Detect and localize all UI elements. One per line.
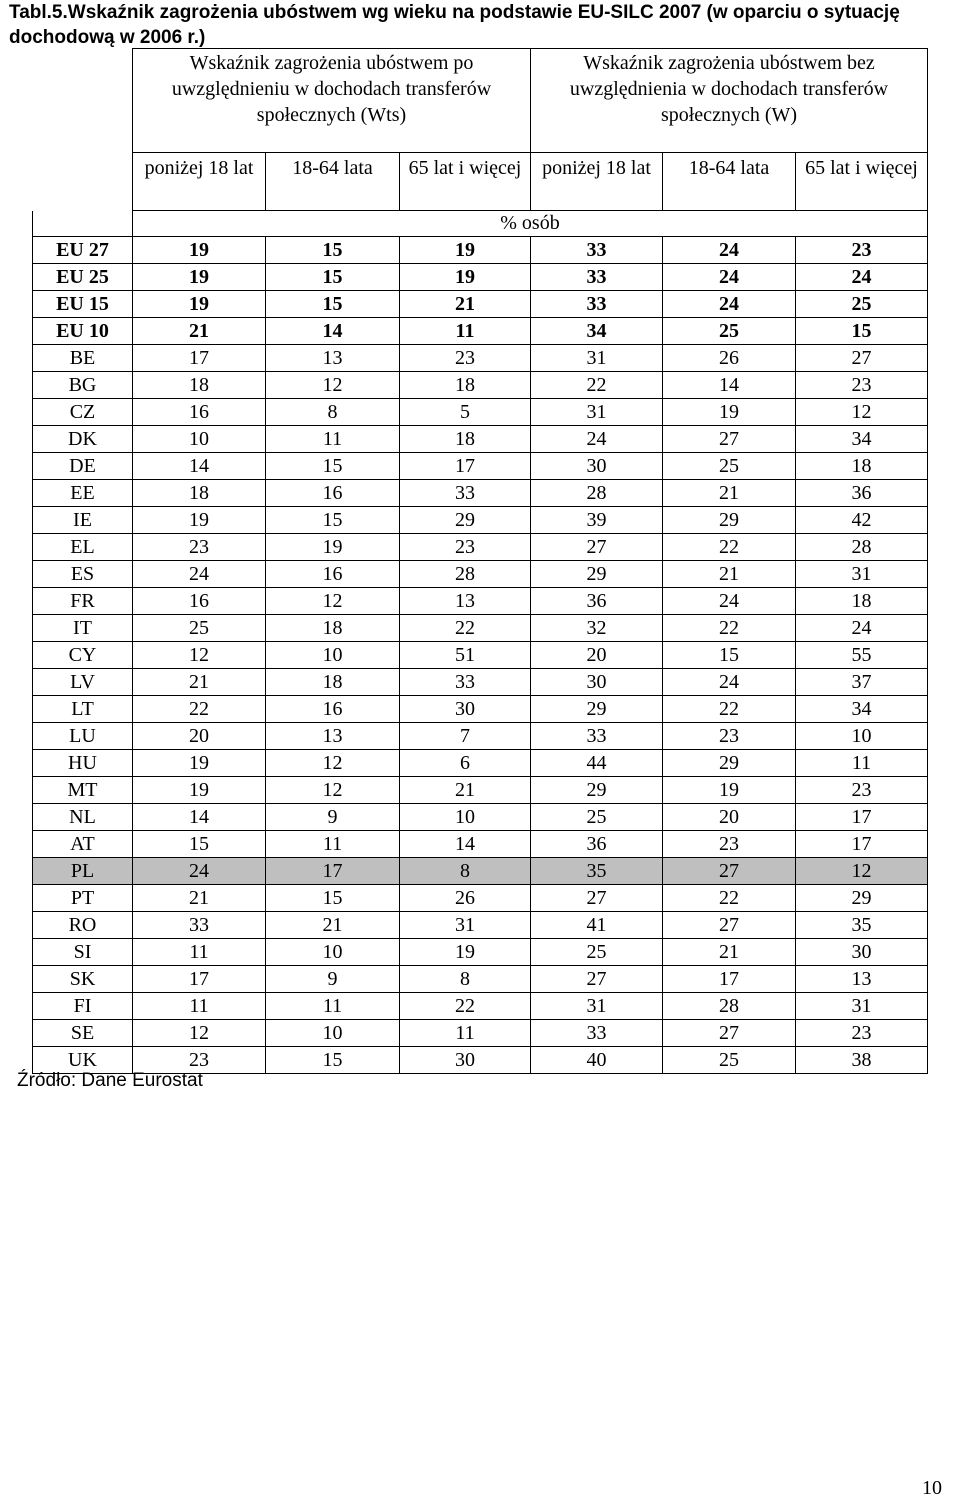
table-row [33, 507, 928, 534]
table-row [33, 264, 928, 291]
table-cell: 9 [266, 966, 400, 993]
table-row [33, 858, 928, 885]
table-cell: 26 [400, 885, 531, 912]
table-row [33, 237, 928, 264]
table-cell: 19 [133, 777, 266, 804]
table-cell: 27 [531, 966, 663, 993]
table-cell: 29 [400, 507, 531, 534]
unit-label: % osób [133, 211, 928, 237]
table-cell: 28 [531, 480, 663, 507]
table-cell: 14 [663, 372, 796, 399]
table-cell: 23 [133, 534, 266, 561]
table-cell: 11 [796, 750, 928, 777]
table-row [33, 885, 928, 912]
table-cell: 21 [266, 912, 400, 939]
table-cell: 5 [400, 399, 531, 426]
table-cell: 18 [266, 669, 400, 696]
row-label: HU [33, 750, 133, 777]
table-cell: 15 [133, 831, 266, 858]
table-cell: 17 [400, 453, 531, 480]
table-cell: 21 [133, 669, 266, 696]
table-cell: 15 [796, 318, 928, 345]
row-label: EU 27 [33, 237, 133, 264]
table-cell: 14 [133, 453, 266, 480]
row-label: RO [33, 912, 133, 939]
table-cell: 24 [663, 264, 796, 291]
table-cell: 21 [663, 561, 796, 588]
table-cell: 15 [663, 642, 796, 669]
table-cell: 21 [663, 480, 796, 507]
row-label: IE [33, 507, 133, 534]
table-cell: 21 [663, 939, 796, 966]
table-row [33, 453, 928, 480]
table-cell: 27 [796, 345, 928, 372]
row-label: EE [33, 480, 133, 507]
table-cell: 37 [796, 669, 928, 696]
table-cell: 18 [400, 426, 531, 453]
table-cell: 42 [796, 507, 928, 534]
column-header: poniżej 18 lat [133, 153, 266, 211]
row-label: CZ [33, 399, 133, 426]
row-label: FR [33, 588, 133, 615]
table-cell: 19 [133, 507, 266, 534]
table-row [33, 966, 928, 993]
table-cell: 27 [531, 534, 663, 561]
table-cell: 6 [400, 750, 531, 777]
table-row [33, 696, 928, 723]
table-cell: 17 [796, 804, 928, 831]
table-cell: 19 [663, 399, 796, 426]
table-cell: 18 [796, 588, 928, 615]
table-cell: 18 [400, 372, 531, 399]
table-cell: 16 [133, 399, 266, 426]
table-cell: 10 [266, 1020, 400, 1047]
table-cell: 8 [266, 399, 400, 426]
table-cell: 29 [663, 750, 796, 777]
table-cell: 33 [400, 669, 531, 696]
table-cell: 33 [531, 264, 663, 291]
table-row [33, 561, 928, 588]
row-label: PT [33, 885, 133, 912]
column-header: 18-64 lata [663, 153, 796, 211]
table-cell: 23 [133, 1047, 266, 1074]
table-cell: 36 [531, 831, 663, 858]
table-cell: 16 [266, 696, 400, 723]
row-label: ES [33, 561, 133, 588]
table-cell: 22 [531, 372, 663, 399]
table-cell: 22 [400, 615, 531, 642]
table-cell: 24 [796, 615, 928, 642]
table-cell: 16 [133, 588, 266, 615]
table-cell: 44 [531, 750, 663, 777]
table-cell: 18 [133, 480, 266, 507]
table-cell: 16 [266, 480, 400, 507]
table-row [33, 480, 928, 507]
table-cell: 22 [663, 885, 796, 912]
table-cell: 30 [400, 1047, 531, 1074]
row-label: CY [33, 642, 133, 669]
table-cell: 28 [663, 993, 796, 1020]
table-row [33, 642, 928, 669]
table-cell: 15 [266, 1047, 400, 1074]
table-cell: 22 [133, 696, 266, 723]
corner-cell [33, 49, 133, 211]
table-cell: 7 [400, 723, 531, 750]
group-header-w: Wskaźnik zagrożenia ubóstwem bez uwzględnienia w dochodach transferów społecznych (W) [531, 49, 928, 153]
table-cell: 24 [531, 426, 663, 453]
row-label: NL [33, 804, 133, 831]
table-cell: 24 [663, 588, 796, 615]
table-cell: 24 [796, 264, 928, 291]
table-cell: 13 [266, 345, 400, 372]
table-row [33, 345, 928, 372]
table-cell: 17 [663, 966, 796, 993]
table-cell: 21 [400, 291, 531, 318]
table-row [33, 912, 928, 939]
table-cell: 23 [663, 723, 796, 750]
row-label: PL [33, 858, 133, 885]
table-cell: 25 [133, 615, 266, 642]
table-cell: 33 [531, 237, 663, 264]
table-row [33, 777, 928, 804]
table-cell: 24 [663, 237, 796, 264]
row-label: EL [33, 534, 133, 561]
page-number: 10 [922, 1477, 942, 1499]
table-row [33, 291, 928, 318]
table-cell: 11 [266, 831, 400, 858]
row-label: IT [33, 615, 133, 642]
table-cell: 11 [133, 993, 266, 1020]
table-cell: 19 [266, 534, 400, 561]
table-cell: 10 [796, 723, 928, 750]
row-label: FI [33, 993, 133, 1020]
table-cell: 29 [531, 561, 663, 588]
table-cell: 38 [796, 1047, 928, 1074]
table-cell: 30 [531, 669, 663, 696]
table-cell: 13 [796, 966, 928, 993]
table-cell: 11 [266, 993, 400, 1020]
table-cell: 12 [133, 642, 266, 669]
row-label: AT [33, 831, 133, 858]
table-cell: 28 [400, 561, 531, 588]
table-row [33, 804, 928, 831]
table-cell: 10 [266, 939, 400, 966]
table-cell: 18 [133, 372, 266, 399]
table-row [33, 1020, 928, 1047]
table-cell: 41 [531, 912, 663, 939]
table-cell: 31 [531, 993, 663, 1020]
row-label: SI [33, 939, 133, 966]
table-cell: 17 [266, 858, 400, 885]
table-cell: 19 [663, 777, 796, 804]
table-cell: 8 [400, 858, 531, 885]
table-cell: 19 [133, 291, 266, 318]
table-row [33, 426, 928, 453]
table-cell: 11 [400, 1020, 531, 1047]
source-note: Źródło: Dane Eurostat [17, 1070, 203, 1091]
column-header: 65 lat i więcej [400, 153, 531, 211]
table-row [33, 669, 928, 696]
table-cell: 24 [133, 561, 266, 588]
table-cell: 19 [133, 264, 266, 291]
table-cell: 25 [663, 1047, 796, 1074]
table-cell: 27 [663, 1020, 796, 1047]
table-cell: 36 [531, 588, 663, 615]
table-cell: 17 [796, 831, 928, 858]
table-cell: 30 [531, 453, 663, 480]
table-cell: 29 [663, 507, 796, 534]
table-cell: 51 [400, 642, 531, 669]
row-label: BG [33, 372, 133, 399]
table-cell: 8 [400, 966, 531, 993]
table-cell: 25 [663, 318, 796, 345]
table-cell: 22 [663, 696, 796, 723]
table-cell: 20 [133, 723, 266, 750]
table-cell: 31 [796, 993, 928, 1020]
table-cell: 16 [266, 561, 400, 588]
row-label: UK [33, 1047, 133, 1074]
table-cell: 11 [266, 426, 400, 453]
table-cell: 15 [266, 453, 400, 480]
table-cell: 30 [400, 696, 531, 723]
table-cell: 33 [531, 723, 663, 750]
table-cell: 15 [266, 237, 400, 264]
table-cell: 33 [531, 1020, 663, 1047]
table-cell: 15 [266, 885, 400, 912]
table-cell: 9 [266, 804, 400, 831]
row-label: EU 15 [33, 291, 133, 318]
table-cell: 10 [400, 804, 531, 831]
table-cell: 28 [796, 534, 928, 561]
table-cell: 12 [266, 750, 400, 777]
row-label: LV [33, 669, 133, 696]
table-body [33, 237, 928, 1074]
column-header: 18-64 lata [266, 153, 400, 211]
unit-label-spacer [33, 211, 133, 237]
row-label: MT [33, 777, 133, 804]
table-row [33, 831, 928, 858]
table-cell: 27 [663, 858, 796, 885]
table-cell: 23 [796, 777, 928, 804]
table-cell: 17 [133, 345, 266, 372]
table-cell: 20 [531, 642, 663, 669]
table-row [33, 318, 928, 345]
table-cell: 35 [531, 858, 663, 885]
table-cell: 17 [133, 966, 266, 993]
table-cell: 12 [266, 777, 400, 804]
row-label: DK [33, 426, 133, 453]
table-cell: 12 [266, 372, 400, 399]
table-title: Tabl.5.Wskaźnik zagrożenia ubóstwem wg wieku na podstawie EU-SILC 2007 (w oparciu o sytuację dochodową w 2006 r.) [9, 2, 900, 48]
table-cell: 25 [796, 291, 928, 318]
table-cell: 25 [663, 453, 796, 480]
table-cell: 15 [266, 507, 400, 534]
table-cell: 15 [266, 291, 400, 318]
group-header-wts: Wskaźnik zagrożenia ubóstwem po uwzględnieniu w dochodach transferów społecznych (Wts) [133, 49, 531, 153]
table-cell: 29 [796, 885, 928, 912]
table-cell: 12 [133, 1020, 266, 1047]
table-cell: 55 [796, 642, 928, 669]
table-cell: 33 [133, 912, 266, 939]
poverty-risk-table [32, 48, 928, 1074]
table-cell: 25 [531, 804, 663, 831]
table-cell: 30 [796, 939, 928, 966]
table-cell: 34 [796, 696, 928, 723]
table-row [33, 723, 928, 750]
table-cell: 14 [400, 831, 531, 858]
table-cell: 33 [531, 291, 663, 318]
table-cell: 19 [400, 264, 531, 291]
table-cell: 23 [796, 372, 928, 399]
column-header: 65 lat i więcej [796, 153, 928, 211]
table-cell: 20 [663, 804, 796, 831]
table-cell: 29 [531, 777, 663, 804]
table-cell: 27 [663, 912, 796, 939]
row-label: SE [33, 1020, 133, 1047]
table-cell: 32 [531, 615, 663, 642]
table-cell: 12 [796, 858, 928, 885]
table-cell: 31 [531, 399, 663, 426]
table-cell: 23 [796, 237, 928, 264]
row-label: LT [33, 696, 133, 723]
table-cell: 19 [133, 237, 266, 264]
table-row [33, 399, 928, 426]
table-cell: 18 [796, 453, 928, 480]
table-cell: 14 [266, 318, 400, 345]
table-cell: 35 [796, 912, 928, 939]
table-cell: 12 [266, 588, 400, 615]
table-cell: 22 [663, 615, 796, 642]
table-cell: 27 [531, 885, 663, 912]
table-cell: 19 [400, 237, 531, 264]
table-cell: 34 [796, 426, 928, 453]
row-label: EU 25 [33, 264, 133, 291]
row-label: DE [33, 453, 133, 480]
table-cell: 10 [133, 426, 266, 453]
row-label: SK [33, 966, 133, 993]
table-row [33, 750, 928, 777]
table-cell: 22 [400, 993, 531, 1020]
table-cell: 25 [531, 939, 663, 966]
table-cell: 22 [663, 534, 796, 561]
table-cell: 26 [663, 345, 796, 372]
table-cell: 33 [400, 480, 531, 507]
table-cell: 21 [133, 885, 266, 912]
table-cell: 23 [400, 345, 531, 372]
table-cell: 13 [400, 588, 531, 615]
table-row [33, 615, 928, 642]
table-cell: 39 [531, 507, 663, 534]
table-cell: 29 [531, 696, 663, 723]
table-cell: 24 [133, 858, 266, 885]
table-cell: 23 [663, 831, 796, 858]
table-cell: 21 [133, 318, 266, 345]
table-cell: 31 [400, 912, 531, 939]
table-cell: 31 [796, 561, 928, 588]
table-cell: 24 [663, 291, 796, 318]
table-cell: 15 [266, 264, 400, 291]
table-cell: 34 [531, 318, 663, 345]
table-cell: 40 [531, 1047, 663, 1074]
table-cell: 19 [400, 939, 531, 966]
table-cell: 36 [796, 480, 928, 507]
table-row [33, 939, 928, 966]
table-cell: 13 [266, 723, 400, 750]
table-cell: 19 [133, 750, 266, 777]
table-row [33, 534, 928, 561]
table-row [33, 993, 928, 1020]
row-label: BE [33, 345, 133, 372]
table-cell: 11 [133, 939, 266, 966]
table-cell: 14 [133, 804, 266, 831]
table-cell: 27 [663, 426, 796, 453]
table-cell: 11 [400, 318, 531, 345]
table-cell: 10 [266, 642, 400, 669]
table-cell: 21 [400, 777, 531, 804]
table-cell: 23 [400, 534, 531, 561]
row-label: LU [33, 723, 133, 750]
table-row [33, 372, 928, 399]
column-header: poniżej 18 lat [531, 153, 663, 211]
table-cell: 31 [531, 345, 663, 372]
table-cell: 18 [266, 615, 400, 642]
row-label: EU 10 [33, 318, 133, 345]
table-cell: 23 [796, 1020, 928, 1047]
table-row [33, 588, 928, 615]
table-cell: 24 [663, 669, 796, 696]
table-cell: 12 [796, 399, 928, 426]
